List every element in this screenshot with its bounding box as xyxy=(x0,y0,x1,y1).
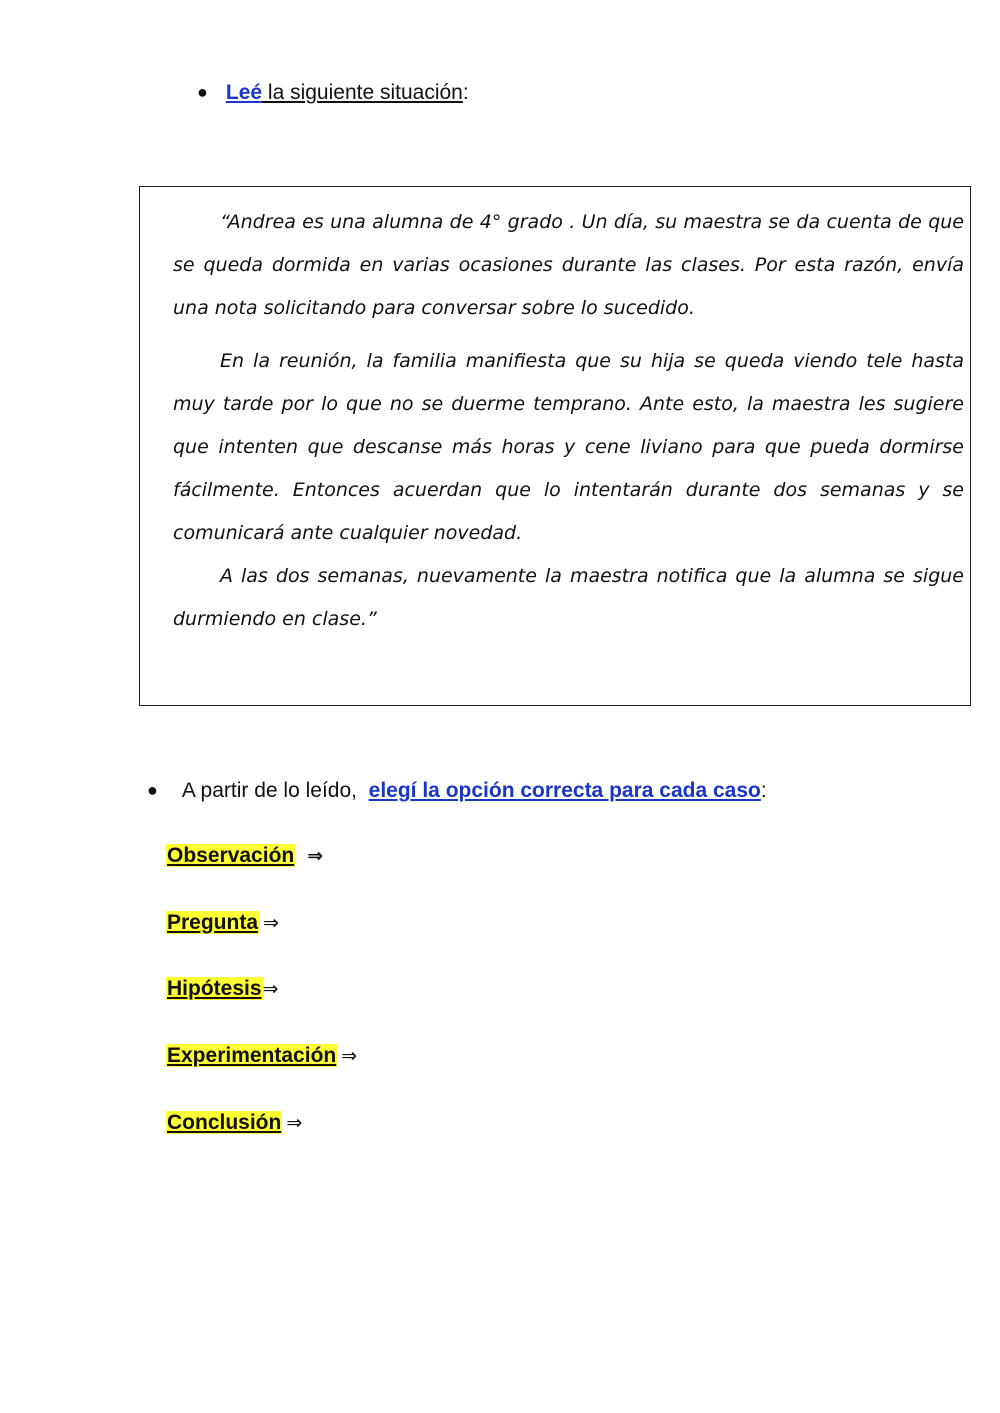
arrow-right-icon: ⇒ xyxy=(286,1111,303,1134)
story-text xyxy=(173,201,964,641)
story-paragraph-1: “Andrea es una alumna de 4° grado . Un día, su maestra se da cuenta de que se queda dormida en varias ocasiones durante las clases. Por esta razón, envía una nota solicitando para conversar sobre lo sucedido. xyxy=(173,211,964,319)
instruction-read-text: la siguiente situación xyxy=(262,81,463,104)
instruction-choose-lead: A partir de lo leído, xyxy=(181,779,369,802)
bullet-icon: ● xyxy=(147,780,158,800)
step-conclusion xyxy=(166,1109,357,1176)
step-label: Experimentación xyxy=(167,1044,337,1068)
instruction-read xyxy=(197,78,469,107)
step-label: Pregunta xyxy=(167,910,259,934)
story-paragraph-2: En la reunión, la familia manifiesta que su hija se queda viendo tele hasta muy tarde por lo que no se duerme temprano. Ante esto, la maestra les sugiere que intenten que descanse más horas y cene liviano para que pueda dormirse fácilmente. Entonces acuerdan que lo intentarán durante dos semanas y se comunicará ante cualquier novedad. xyxy=(173,350,964,544)
read-link[interactable]: Leé xyxy=(225,81,263,104)
step-label: Observación xyxy=(167,844,295,867)
step-experimentacion xyxy=(166,1042,357,1109)
arrow-right-icon: ⇒ xyxy=(262,978,279,1001)
arrow-right-icon: ⇒ xyxy=(263,911,279,934)
bullet-icon: ● xyxy=(197,82,208,102)
instruction-read-colon: : xyxy=(462,81,469,104)
instruction-choose-colon: : xyxy=(760,779,767,802)
arrow-right-icon: ⇒ xyxy=(307,845,324,867)
arrow-right-icon: ⇒ xyxy=(341,1045,358,1068)
method-steps xyxy=(166,842,357,1175)
step-label: Conclusión xyxy=(167,1110,282,1134)
choose-link[interactable]: elegí la opción correcta para cada caso xyxy=(368,779,761,802)
step-observacion xyxy=(166,842,357,909)
step-label: Hipótesis xyxy=(167,977,262,1001)
step-hipotesis xyxy=(166,975,357,1042)
step-pregunta xyxy=(166,909,357,976)
story-box xyxy=(139,186,971,706)
instruction-choose xyxy=(147,776,767,805)
story-paragraph-3: A las dos semanas, nuevamente la maestra notifica que la alumna se sigue durmiendo en clase.” xyxy=(173,565,964,630)
